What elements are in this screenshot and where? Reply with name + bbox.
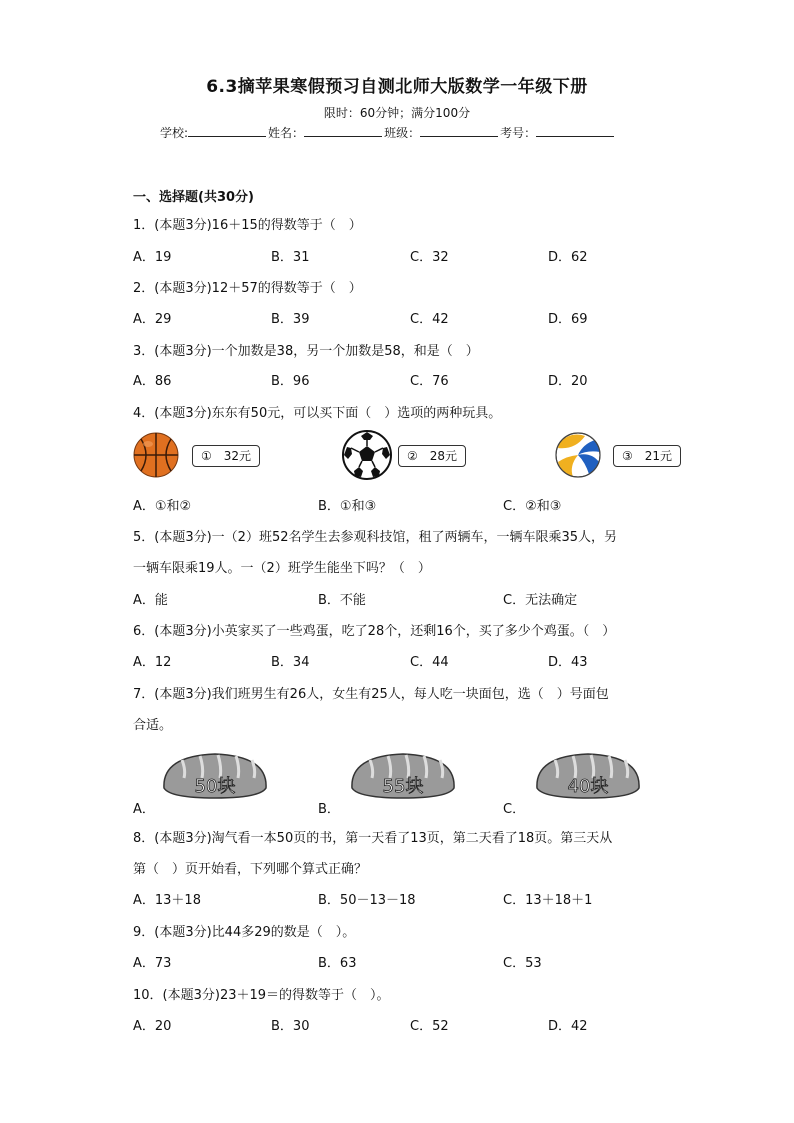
q6-option-a[interactable]: A．12 bbox=[133, 655, 172, 670]
soccer-ball-icon bbox=[342, 430, 392, 480]
q4-option-a[interactable]: A．①和② bbox=[133, 499, 192, 514]
q5-option-b[interactable]: B．不能 bbox=[318, 593, 366, 608]
toy-1-price-tag bbox=[192, 445, 260, 467]
toy-3-price: ③ 21元 bbox=[622, 449, 673, 463]
q7-option-a[interactable]: A． bbox=[133, 802, 155, 817]
school-label: 学校: bbox=[160, 126, 189, 140]
question-5: 5．(本题3分)一（2）班52名学生去参观科技馆，租了两辆车，一辆车限乘35人，另 bbox=[133, 530, 618, 545]
q7-option-c[interactable]: C． bbox=[503, 802, 526, 817]
q3-option-d[interactable]: D．20 bbox=[548, 374, 588, 389]
q5-option-c[interactable]: C．无法确定 bbox=[503, 593, 578, 608]
q8-option-a[interactable]: A．13＋18 bbox=[133, 893, 201, 908]
bread-1-label: 50块 bbox=[194, 776, 236, 797]
q10-option-c[interactable]: C．52 bbox=[410, 1019, 449, 1034]
q5-option-a[interactable]: A．能 bbox=[133, 593, 168, 608]
question-1: 1．(本题3分)16＋15的得数等于（ ） bbox=[133, 218, 362, 233]
q9-option-a[interactable]: A．73 bbox=[133, 956, 172, 971]
page-title: 6.3摘苹果寒假预习自测北师大版数学一年级下册 bbox=[206, 77, 588, 97]
bread-3-icon bbox=[533, 748, 643, 800]
question-8-line-2: 第（ ）页开始看，下列哪个算式正确？ bbox=[133, 862, 368, 877]
class-blank[interactable] bbox=[420, 124, 498, 137]
q1-option-d[interactable]: D．62 bbox=[548, 250, 588, 265]
question-2: 2．(本题3分)12＋57的得数等于（ ） bbox=[133, 281, 362, 296]
q6-option-d[interactable]: D．43 bbox=[548, 655, 588, 670]
class-label: 班级： bbox=[384, 126, 421, 140]
question-7: 7．(本题3分)我们班男生有26人，女生有25人，每人吃一块面包，选（ ）号面包 bbox=[133, 687, 609, 702]
q9-option-c[interactable]: C．53 bbox=[503, 956, 542, 971]
q10-option-a[interactable]: A．20 bbox=[133, 1019, 172, 1034]
q1-option-b[interactable]: B．31 bbox=[271, 250, 310, 265]
toy-1-price: ① 32元 bbox=[201, 449, 252, 463]
question-4: 4．(本题3分)东东有50元，可以买下面（ ）选项的两种玩具。 bbox=[133, 406, 502, 421]
q8-option-b[interactable]: B．50－13－18 bbox=[318, 893, 416, 908]
q1-option-a[interactable]: A．19 bbox=[133, 250, 172, 265]
q3-option-c[interactable]: C．76 bbox=[410, 374, 449, 389]
toy-2-price: ② 28元 bbox=[407, 449, 458, 463]
question-5-line-2: 一辆车限乘19人。一（2）班学生能坐下吗？（ ） bbox=[133, 561, 431, 576]
bread-1-icon bbox=[160, 748, 270, 800]
number-blank[interactable] bbox=[536, 124, 614, 137]
q6-option-c[interactable]: C．44 bbox=[410, 655, 449, 670]
question-3: 3．(本题3分)一个加数是38，另一个加数是58，和是（ ） bbox=[133, 344, 479, 359]
toy-2-price-tag bbox=[398, 445, 466, 467]
student-info-fields bbox=[160, 124, 616, 141]
q2-option-c[interactable]: C．42 bbox=[410, 312, 449, 327]
q1-option-c[interactable]: C．32 bbox=[410, 250, 449, 265]
q10-option-b[interactable]: B．30 bbox=[271, 1019, 310, 1034]
q4-option-b[interactable]: B．①和③ bbox=[318, 499, 377, 514]
question-8: 8．(本题3分)淘气看一本50页的书，第一天看了13页，第二天看了18页。第三天从 bbox=[133, 831, 613, 846]
q2-option-a[interactable]: A．29 bbox=[133, 312, 172, 327]
volleyball-icon bbox=[555, 432, 601, 478]
number-label: 考号： bbox=[500, 126, 537, 140]
basketball-icon bbox=[133, 432, 179, 478]
q7-option-b[interactable]: B． bbox=[318, 802, 340, 817]
q2-option-d[interactable]: D．69 bbox=[548, 312, 588, 327]
name-blank[interactable] bbox=[304, 124, 382, 137]
q9-option-b[interactable]: B．63 bbox=[318, 956, 357, 971]
question-6: 6．(本题3分)小英家买了一些鸡蛋，吃了28个，还剩16个，买了多少个鸡蛋。（ ） bbox=[133, 624, 616, 639]
q3-option-a[interactable]: A．86 bbox=[133, 374, 172, 389]
q6-option-b[interactable]: B．34 bbox=[271, 655, 310, 670]
name-label: 姓名： bbox=[268, 126, 305, 140]
section-heading: 一、选择题(共30分) bbox=[133, 190, 254, 205]
question-7-line-2: 合适。 bbox=[133, 718, 173, 733]
q10-option-d[interactable]: D．42 bbox=[548, 1019, 588, 1034]
question-9: 9．(本题3分)比44多29的数是（ ）。 bbox=[133, 925, 356, 940]
toy-3-price-tag bbox=[613, 445, 681, 467]
bread-3-label: 40块 bbox=[567, 776, 609, 797]
q3-option-b[interactable]: B．96 bbox=[271, 374, 310, 389]
q8-option-c[interactable]: C．13＋18＋1 bbox=[503, 893, 593, 908]
question-10: 10．(本题3分)23＋19＝的得数等于（ ）。 bbox=[133, 988, 390, 1003]
time-limit-info: 限时：60分钟；满分100分 bbox=[323, 106, 471, 120]
bread-2-icon bbox=[348, 748, 458, 800]
q2-option-b[interactable]: B．39 bbox=[271, 312, 310, 327]
school-blank[interactable] bbox=[188, 124, 266, 137]
bread-2-label: 55块 bbox=[382, 776, 424, 797]
q4-option-c[interactable]: C．②和③ bbox=[503, 499, 562, 514]
